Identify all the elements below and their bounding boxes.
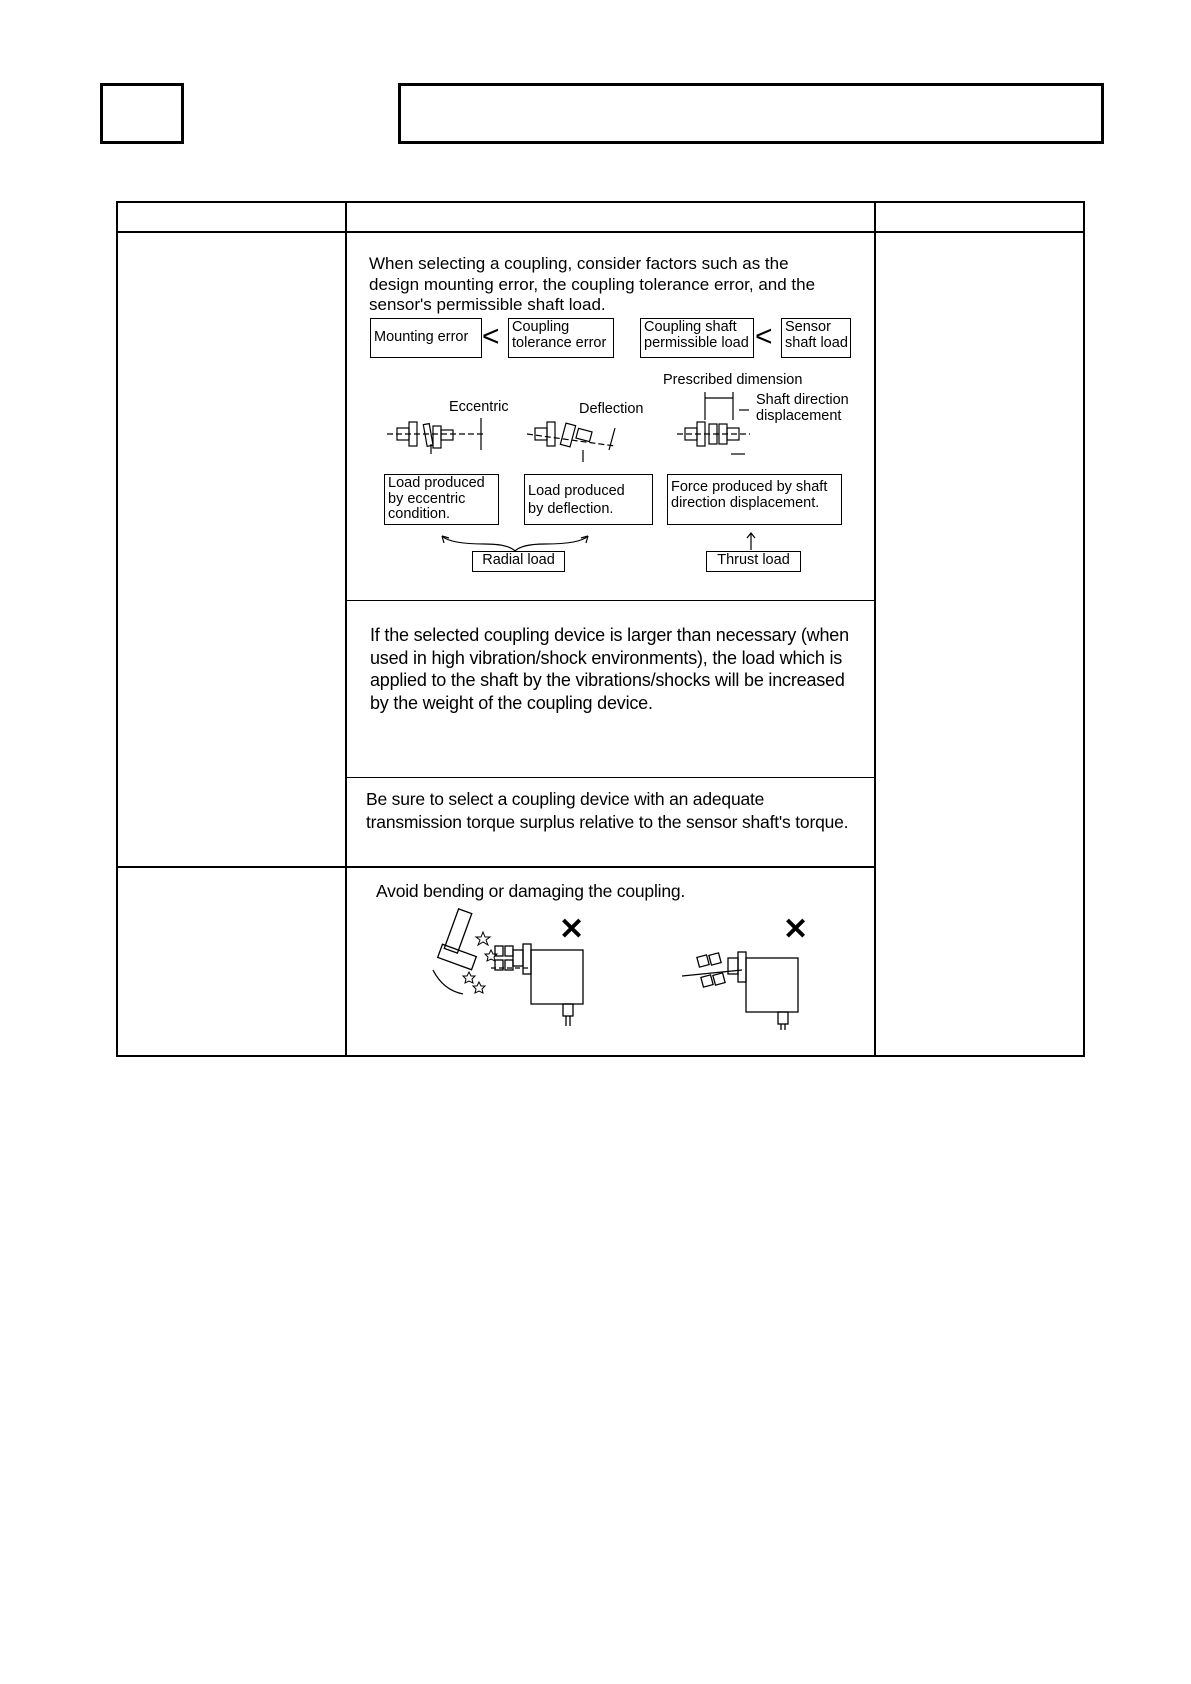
section-title-box [398,83,1104,144]
vibration-paragraph: If the selected coupling device is larger than necessary (when used in high vibration/shock environments), the load which is applied to the shaft by the vibrations/shocks will be increased by the weight of the coupling device. [370,625,849,713]
shaft-permissible-label: permissible load [644,334,749,351]
eccentric-coupling-diagram [385,412,495,457]
shaft-permissible-label: Coupling shaft [644,319,737,335]
sensor-load-box [781,318,851,358]
load-deflection-box: Load produced by deflection. [524,474,653,525]
intro-paragraph [369,254,869,316]
coupling-tolerance-label: Coupling [512,319,570,335]
prescribed-dimension-label: Prescribed dimension [663,372,803,388]
eccentric-label: Eccentric [449,399,509,415]
prohibited-x-icon: ✕ [559,913,585,946]
bent-coupling-illustration [682,930,812,1030]
intro-line: When selecting a coupling, consider factors such as the [369,254,789,273]
thrust-load-box: Thrust load [706,551,801,572]
less-than-symbol: < [482,320,500,353]
page-number-box [100,83,184,144]
deflection-coupling-diagram [525,414,625,464]
table-row-divider [345,600,874,601]
shaft-direction-diagram [675,392,765,457]
intro-line: design mounting error, the coupling tolerance error, and the [369,274,816,294]
table-col-divider-2 [874,201,876,1057]
deflection-label: Deflection [579,401,644,417]
mounting-error-label: Mounting error [374,329,469,345]
intro-line: sensor's permissible shaft load. [369,295,606,314]
shaft-direction-label: Shaft direction displacement [756,392,849,424]
load-eccentric-box: Load produced by eccentric condition. [384,474,499,525]
prohibited-x-icon: ✕ [783,913,809,946]
torque-paragraph: Be sure to select a coupling device with an adequate transmission torque surplus relative to the sensor shaft's torque. [366,789,849,832]
table-row-divider [116,866,874,868]
table-header-divider [116,231,1085,233]
force-shaft-box: Force produced by shaft direction displacement. [667,474,842,525]
table-col-divider-1 [345,201,347,1057]
thrust-load-arrow [745,532,757,550]
handling-text: Avoid bending or damaging the coupling. [376,881,686,901]
mounting-error-box [370,318,482,358]
coupling-tolerance-box [508,318,614,358]
sensor-load-label: shaft load [785,334,848,351]
table-row-divider [345,777,874,778]
radial-load-box: Radial load [472,551,565,572]
hammer-coupling-illustration [433,910,593,1030]
less-than-symbol: < [755,320,773,353]
coupling-tolerance-label: tolerance error [512,334,607,351]
sensor-load-label: Sensor [785,319,831,335]
shaft-permissible-box [640,318,754,358]
